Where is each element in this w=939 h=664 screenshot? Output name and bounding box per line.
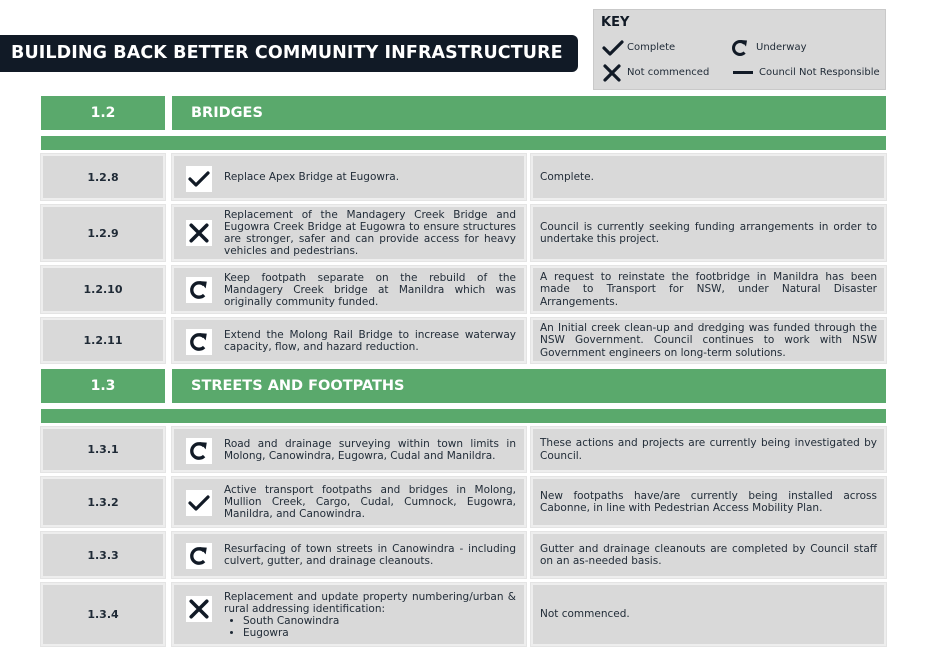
check-icon (188, 495, 210, 511)
status-update: New footpaths have/are currently being installed across Cabonne, in line with Pedestrian Access Mobility Plan. (531, 477, 886, 527)
status-complete (186, 490, 212, 516)
section-divider (41, 136, 886, 150)
key-council-not-responsible-label: Council Not Responsible (759, 67, 880, 78)
status-update: Council is currently seeking funding arrangements in order to undertake this project. (531, 205, 886, 261)
status-not-commenced (186, 596, 212, 622)
status-update: A request to reinstate the footbridge in Manildra has been made to Transport for NSW, under Natural Disaster Arrangements. (531, 266, 886, 313)
item-number: 1.3.2 (41, 477, 165, 527)
item-number: 1.3.4 (41, 583, 165, 646)
item-action (172, 266, 526, 313)
status-complete (186, 166, 212, 192)
dash-icon (733, 71, 753, 74)
action-text: Replacement of the Mandagery Creek Bridge and Eugowra Creek Bridge at Eugowra to ensure structures are stronger, safer and can provide access for heavy vehicles and pedestrians. (224, 209, 516, 257)
status-update: These actions and projects are currently being investigated by Council. (531, 427, 886, 472)
item-action (172, 532, 526, 578)
item-action (172, 318, 526, 363)
section-title: STREETS AND FOOTPATHS (172, 369, 886, 403)
item-action (172, 477, 526, 527)
action-text: Road and drainage surveying within town limits in Molong, Canowindra, Eugowra, Cudal and Manildra. (224, 437, 516, 462)
status-update: Gutter and drainage cleanouts are completed by Council staff on an as-needed basis. (531, 532, 886, 578)
cross-icon (189, 599, 209, 619)
underway-icon (189, 441, 209, 461)
item-number: 1.2.11 (41, 318, 165, 363)
item-number: 1.3.1 (41, 427, 165, 472)
status-update: An Initial creek clean-up and dredging was funded through the NSW Government. Council continues to work with NSW Government engineers on long-term solutions. (531, 318, 886, 363)
key-not-commenced-label: Not commenced (627, 67, 710, 78)
status-underway (186, 438, 212, 464)
underway-icon (731, 39, 749, 57)
status-underway (186, 277, 212, 303)
underway-icon (189, 280, 209, 300)
item-number: 1.2.10 (41, 266, 165, 313)
action-text: Active transport footpaths and bridges in Molong, Mullion Creek, Cargo, Cudal, Cumnock, Eugowra, Manildra, and Canowindra. (224, 484, 516, 520)
item-number: 1.3.3 (41, 532, 165, 578)
section-title: BRIDGES (172, 96, 886, 130)
cross-icon (189, 223, 209, 243)
action-text: Keep footpath separate on the rebuild of the Mandagery Creek bridge at Manildra which was originally community funded. (224, 271, 516, 308)
action-text: Replace Apex Bridge at Eugowra. (224, 171, 400, 183)
status-update: Complete. (531, 154, 886, 200)
item-number: 1.2.8 (41, 154, 165, 200)
status-update: Not commenced. (531, 583, 886, 646)
check-icon (188, 171, 210, 187)
item-action (172, 154, 526, 200)
list-item: • South Canowindra (243, 615, 516, 627)
item-number: 1.2.9 (41, 205, 165, 261)
underway-icon (189, 332, 209, 352)
bullet-list (224, 615, 516, 639)
check-icon (602, 40, 624, 56)
item-action (172, 205, 526, 261)
action-text: Extend the Molong Rail Bridge to increase waterway capacity, flow, and hazard reduction. (224, 328, 516, 353)
cross-icon (603, 64, 621, 82)
key-legend (593, 9, 886, 90)
list-item: • Eugowra (243, 627, 516, 639)
section-divider (41, 409, 886, 423)
key-title: KEY (601, 15, 630, 30)
status-underway (186, 543, 212, 569)
action-text-lead: Replacement and update property numbering/urban & rural addressing identification: (224, 590, 516, 615)
key-underway-label: Underway (756, 42, 807, 53)
page-title: BUILDING BACK BETTER COMMUNITY INFRASTRUCTURE (0, 35, 578, 72)
action-text (224, 585, 516, 644)
status-underway (186, 329, 212, 355)
section-number: 1.2 (41, 96, 165, 130)
key-complete-label: Complete (627, 42, 676, 53)
action-text: Resurfacing of town streets in Canowindra - including culvert, gutter, and drainage cleanouts. (224, 543, 516, 567)
underway-icon (189, 546, 209, 566)
item-action (172, 583, 526, 646)
status-not-commenced (186, 220, 212, 246)
item-action (172, 427, 526, 472)
section-number: 1.3 (41, 369, 165, 403)
